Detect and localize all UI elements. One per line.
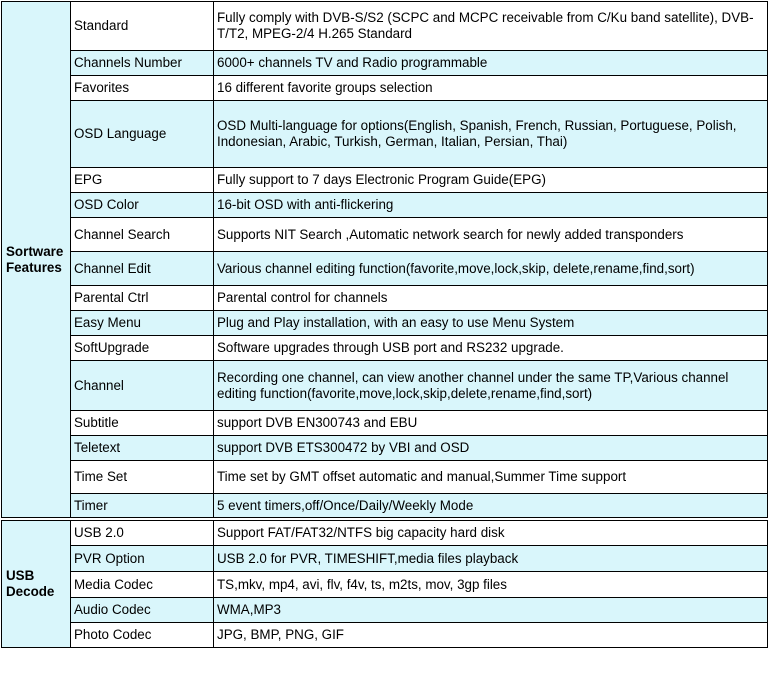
feature-name: Channels Number: [71, 51, 214, 76]
feature-name: Channel Edit: [71, 252, 214, 286]
feature-description: Plug and Play installation, with an easy to use Menu System: [214, 311, 768, 336]
feature-name: Channel: [71, 361, 214, 411]
feature-name: Teletext: [71, 436, 214, 461]
spec-row: [2, 361, 768, 411]
spec-row: [2, 623, 768, 648]
spec-row: [2, 252, 768, 286]
section-title-line2: Features: [6, 259, 62, 275]
feature-name: Photo Codec: [71, 623, 214, 648]
spec-row: [2, 2, 768, 51]
feature-description: TS,mkv, mp4, avi, flv, f4v, ts, m2ts, mov, 3gp files: [214, 572, 768, 598]
feature-description: 6000+ channels TV and Radio programmable: [214, 51, 768, 76]
feature-name: Timer: [71, 494, 214, 518]
spec-row: [2, 286, 768, 311]
feature-name: Subtitle: [71, 411, 214, 436]
spec-row: [2, 521, 768, 546]
feature-description: support DVB ETS300472 by VBI and OSD: [214, 436, 768, 461]
feature-description: Recording one channel, can view another channel under the same TP,Various channel editing function(favorite,move,lock,skip,delete,rename,find,sort): [214, 361, 768, 411]
feature-description: Fully support to 7 days Electronic Program Guide(EPG): [214, 168, 768, 193]
feature-name: Favorites: [71, 76, 214, 101]
feature-description: JPG, BMP, PNG, GIF: [214, 623, 768, 648]
spec-row: [2, 436, 768, 461]
feature-description: WMA,MP3: [214, 598, 768, 623]
section-title-line1: USB: [6, 568, 35, 583]
feature-description: Various channel editing function(favorite,move,lock,skip, delete,rename,find,sort): [214, 252, 768, 286]
feature-name: Standard: [71, 2, 214, 51]
feature-description: Time set by GMT offset automatic and manual,Summer Time support: [214, 461, 768, 494]
feature-description: Supports NIT Search ,Automatic network search for newly added transponders: [214, 218, 768, 252]
feature-description: 16-bit OSD with anti-flickering: [214, 193, 768, 218]
feature-name: Channel Search: [71, 218, 214, 252]
spec-row: [2, 546, 768, 572]
spec-row: [2, 336, 768, 361]
feature-name: EPG: [71, 168, 214, 193]
spec-table: [1, 1, 768, 648]
feature-description: USB 2.0 for PVR, TIMESHIFT,media files playback: [214, 546, 768, 572]
section-title: [2, 2, 71, 518]
spec-row: [2, 572, 768, 598]
feature-name: Parental Ctrl: [71, 286, 214, 311]
feature-description: Parental control for channels: [214, 286, 768, 311]
feature-name: SoftUpgrade: [71, 336, 214, 361]
spec-row: [2, 411, 768, 436]
feature-name: Audio Codec: [71, 598, 214, 623]
spec-row: [2, 218, 768, 252]
feature-name: OSD Color: [71, 193, 214, 218]
feature-name: OSD Language: [71, 101, 214, 168]
feature-description: Software upgrades through USB port and RS232 upgrade.: [214, 336, 768, 361]
section-title-line1: Sortware: [6, 243, 64, 259]
spec-row: [2, 193, 768, 218]
feature-description: 16 different favorite groups selection: [214, 76, 768, 101]
section-title: [2, 521, 71, 648]
feature-name: PVR Option: [71, 546, 214, 572]
feature-description: Support FAT/FAT32/NTFS big capacity hard disk: [214, 521, 768, 546]
spec-table-body: [2, 2, 768, 648]
section-title-line2: Decode: [6, 584, 55, 599]
feature-description: support DVB EN300743 and EBU: [214, 411, 768, 436]
spec-row: [2, 101, 768, 168]
feature-name: Media Codec: [71, 572, 214, 598]
spec-row: [2, 51, 768, 76]
spec-row: [2, 311, 768, 336]
feature-name: USB 2.0: [71, 521, 214, 546]
spec-row: [2, 494, 768, 518]
spec-row: [2, 598, 768, 623]
spec-row: [2, 461, 768, 494]
spec-row: [2, 168, 768, 193]
feature-name: Time Set: [71, 461, 214, 494]
spec-row: [2, 76, 768, 101]
feature-description: OSD Multi-language for options(English, Spanish, French, Russian, Portuguese, Polish, Indonesian, Arabic, Turkish, German, Italian, Persian, Thai): [214, 101, 768, 168]
feature-name: Easy Menu: [71, 311, 214, 336]
feature-description: Fully comply with DVB-S/S2 (SCPC and MCPC receivable from C/Ku band satellite), DVB-T/T2, MPEG-2/4 H.265 Standard: [214, 2, 768, 51]
feature-description: 5 event timers,off/Once/Daily/Weekly Mode: [214, 494, 768, 518]
